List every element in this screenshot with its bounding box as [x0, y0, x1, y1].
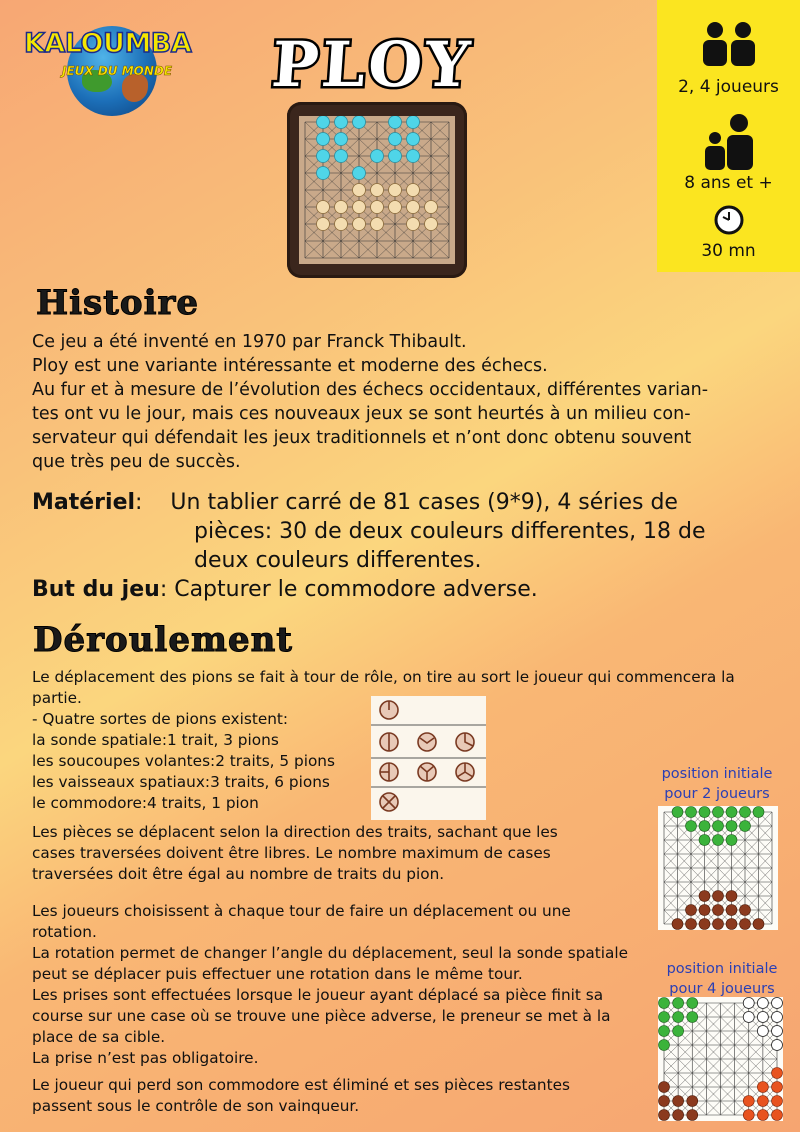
players-count: 2, 4 joueurs: [678, 77, 779, 97]
deroulement-intro: Le déplacement des pions se fait à tour de rôle, on tire au sort le joueur qui commencera la partie.: [32, 668, 735, 707]
parent-child-icon: [703, 114, 755, 170]
materiel-line2: pièces: 30 de deux couleurs differentes, 18 de: [194, 519, 706, 544]
pions-list: [32, 709, 372, 814]
pieces-illustration: [371, 696, 486, 820]
histoire-line: que très peu de succès.: [32, 452, 241, 472]
caption-four-players: position initiale pour 4 joueurs: [666, 961, 778, 997]
histoire-line: servateur qui défendait les jeux traditionnels et n’ont donc obtenu souvent: [32, 428, 692, 448]
histoire-heading: Histoire: [36, 283, 200, 323]
but-text: Capturer le commodore adverse.: [174, 577, 538, 602]
board-photo-image: [299, 116, 455, 264]
logo-subtitle: JEUX DU MONDE: [62, 64, 173, 78]
kaloumba-logo: [22, 12, 202, 112]
board-photo: [287, 102, 467, 278]
logo-brand: KALOUMBA: [24, 28, 192, 59]
materiel-section: Matériel: Un tablier carré de 81 cases (9*9), 4 séries de pièces: 30 de deux couleurs differentes, 18 de deux couleurs differentes. But du jeu: Capturer le commodore adverse.: [32, 488, 772, 604]
age-range: 8 ans et +: [684, 173, 773, 193]
histoire-line: tes ont vu le jour, mais ces nouveaux jeux se sont heurtés à un milieu con-: [32, 404, 691, 424]
two-players-icon: [699, 20, 759, 66]
game-info-box: [657, 0, 800, 272]
diagram-four-players: [658, 997, 783, 1121]
materiel-label: Matériel: [32, 490, 136, 515]
rules-paragraph-3: Le joueur qui perd son commodore est éliminé et ses pièces restantes passent sous le contrôle de son vainqueur.: [32, 1076, 570, 1115]
but-label: But du jeu: [32, 577, 160, 602]
histoire-line: Ploy est une variante intéressante et moderne des échecs.: [32, 356, 548, 376]
histoire-text: [32, 330, 772, 474]
histoire-line: Ce jeu a été inventé en 1970 par Franck Thibault.: [32, 332, 467, 352]
list-item: le commodore:4 traits, 1 pion: [32, 794, 259, 812]
game-duration: 30 mn: [701, 241, 756, 261]
list-item: les vaisseaux spatiaux:3 traits, 6 pions: [32, 773, 330, 791]
caption-two-players: position initiale pour 2 joueurs: [661, 766, 773, 802]
histoire-line: Au fur et à mesure de l’évolution des échecs occidentaux, différentes varian-: [32, 380, 709, 400]
materiel-line3: deux couleurs differentes.: [194, 548, 482, 573]
rules-paragraph-2: Les joueurs choisissent à chaque tour de faire un déplacement ou une rotation. La rotation permet de changer l’angle du déplacement, seul la sonde spatiale peut se déplacer puis effectuer une rotation dans le même tour. Les prises sont effectuées lorsque le joueur ayant déplacé sa pièce finit sa course sur une case où se trouve une pièce adverse, le preneur se met à la place de sa cible. La prise n’est pas obligatoire.: [32, 902, 629, 1067]
clock-icon: [714, 205, 744, 235]
list-item: la sonde spatiale:1 trait, 3 pions: [32, 731, 279, 749]
page-title: PLOY: [269, 28, 476, 101]
list-item: les soucoupes volantes:2 traits, 5 pions: [32, 752, 335, 770]
rules-paragraph-1: Les pièces se déplacent selon la direction des traits, sachant que les cases traversées doivent être libres. Le nombre maximum de cases traversées doit être égal au nombre de traits du pion.: [32, 823, 558, 883]
deroulement-heading: Déroulement: [33, 620, 294, 660]
list-item: - Quatre sortes de pions existent:: [32, 710, 289, 728]
diagram-two-players: [658, 806, 778, 930]
materiel-line1: Un tablier carré de 81 cases (9*9), 4 séries de: [170, 490, 678, 515]
